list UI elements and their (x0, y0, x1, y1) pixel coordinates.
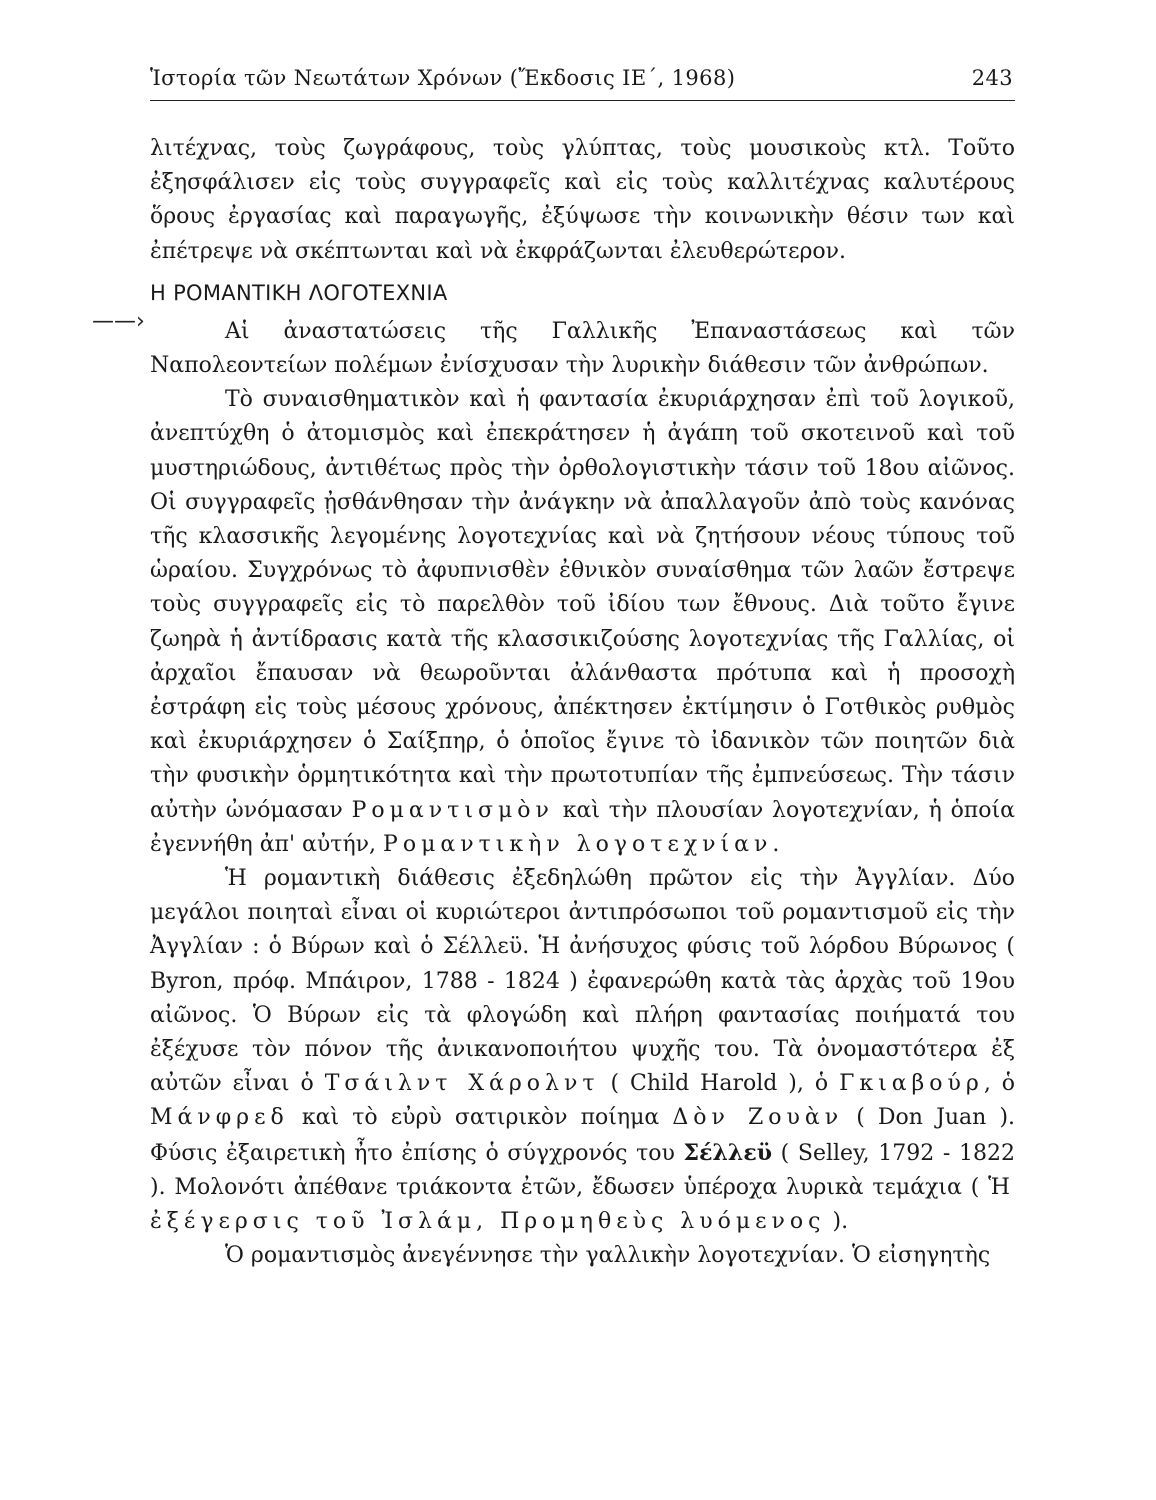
paragraph (150, 862, 1015, 1239)
paragraph-text: καὶ τὸ εὐρὺ σατιρικὸν ποίημα (301, 1105, 660, 1131)
body-text (150, 132, 1015, 1274)
bold-name: Σέλλεϋ (683, 1139, 772, 1166)
paragraph-text: , ὁ (983, 1071, 1016, 1097)
section-heading: Η ΡΟΜΑΝΤΙΚΗ ΛΟΓΟΤΕΧΝΙΑ (150, 280, 448, 305)
work-title: Τσάιλντ Χάρολντ (324, 1071, 600, 1097)
paragraph-text: καὶ τὴν πλουσίαν λογοτεχνίαν, ἡ ὁποία ἐγεννήθη ἀπ' αὐτήν, (150, 797, 1015, 857)
page-number: 243 (971, 66, 1013, 90)
paragraph-text: ( Selley, 1792 - 1822 ). Μολονότι ἀπέθανε τριάκοντα ἐτῶν, ἔδωσεν ὑπέροχα λυρικὰ τεμάχια ( (150, 1140, 1015, 1200)
margin-arrow-mark: ——› (92, 309, 145, 334)
header-title: Ἱστορία τῶν Νεωτάτων Χρόνων (Ἔκδοσις ΙΕ΄, 1968) (150, 66, 736, 90)
paragraph-text: ). (832, 1209, 849, 1235)
work-title: Δὸν Ζουὰν (672, 1105, 844, 1131)
spaced-term: Ρομαντικὴν λογοτεχνίαν. (383, 831, 785, 857)
work-title: Ἡ ἐξέγερσις τοῦ Ἰσλάμ, Προμηθεὺς λυόμενος (150, 1174, 1015, 1235)
paragraph-text: ( Don Juan ). Φύσις ἐξαιρετικὴ ἦτο ἐπίσης ὁ σύγχρονός του (150, 1105, 1016, 1166)
paragraph: Αἱ ἀναστατώσεις τῆς Γαλλικῆς Ἐπαναστάσεως καὶ τῶν Ναπολεοντείων πολέμων ἐνίσχυσαν τὴν λυρικὴν διάθεσιν τῶν ἀνθρώπων. (150, 318, 1015, 379)
running-header (150, 62, 1015, 101)
paragraph-continuation: λιτέχνας, τοὺς ζωγράφους, τοὺς γλύπτας, τοὺς μουσικοὺς κτλ. Τοῦτο ἐξησφάλισεν εἰς τοὺς συγγραφεῖς καὶ εἰς τοὺς καλλιτέχνας καλυτέρους ὅρους ἐργασίας καὶ παραγωγῆς, ἐξύψωσε τὴν κοινωνικὴν θέσιν των καὶ ἐπέτρεψε νὰ σκέπτωνται καὶ νὰ ἐκφράζωνται ἐλευθερώτερον. (150, 136, 1015, 264)
work-title: Γκιαβούρ (839, 1071, 984, 1097)
work-title: Μάνφρεδ (150, 1105, 289, 1131)
spaced-term: Ρομαντισμὸν (351, 797, 554, 823)
paragraph: Ὁ ρομαντισμὸς ἀνεγέννησε τὴν γαλλικὴν λογοτεχνίαν. Ὁ εἰσηγητὴς (225, 1243, 991, 1269)
paragraph-text: Τὸ συναισθηματικὸν καὶ ἡ φαντασία ἐκυριάρχησαν ἐπὶ τοῦ λογικοῦ, ἀνεπτύχθη ὁ ἀτομισμὸς καὶ ἐπεκράτησεν ἡ ἀγάπη τοῦ σκοτεινοῦ καὶ τοῦ μυστηριώδους, ἀντιθέτως πρὸς τὴν ὀρθολογιστικὴν τάσιν τοῦ 18ου αἰῶνος. Οἱ συγγραφεῖς ᾐσθάνθησαν τὴν ἀνάγκην νὰ ἀπαλλαγοῦν ἀπὸ τοὺς κανόνας τῆς κλασσικῆς λεγομένης λογοτεχνίας καὶ νὰ ζητήσουν νέους τύπους τοῦ ὡραίου. Συγχρόνως τὸ ἀφυπνισθὲν ἐθνικὸν συναίσθημα τῶν λαῶν ἔστρεψε τοὺς συγγραφεῖς εἰς τὸ παρελθὸν τοῦ ἰδίου των ἔθνους. Διὰ τοῦτο ἔγινε ζωηρὰ ἡ ἀντίδρασις κατὰ τῆς κλασσικιζούσης λογοτεχνίας τῆς Γαλλίας, οἱ ἀρχαῖοι ἔπαυσαν νὰ θεωροῦνται ἀλάνθαστα πρότυπα καὶ ἡ προσοχὴ ἐστράφη εἰς τοὺς μέσους χρόνους, ἀπέκτησεν ἐκτίμησιν ὁ Γοτθικὸς ρυθμὸς καὶ ἐκυριάρχησεν ὁ Σαίξπηρ, ὁ ὁποῖος ἔγινε τὸ ἰδανικὸν τῶν ποιητῶν διὰ τὴν φυσικὴν ὁρμητικότητα καὶ τὴν πρωτοτυπίαν τῆς ἐμπνεύσεως. Τὴν τάσιν αὐτὴν ὠνόμασαν (150, 387, 1015, 823)
paragraph (150, 383, 1015, 862)
paragraph-text: ( Child Harold ), ὁ (610, 1071, 829, 1097)
paragraph-text: Ἡ ρομαντικὴ διάθεσις ἐξεδηλώθη πρῶτον εἰς τὴν Ἀγγλίαν. Δύο μεγάλοι ποιηταὶ εἶναι οἱ κυριώτεροι ἀντιπρόσωποι τοῦ ρομαντισμοῦ εἰς τὴν Ἀγγλίαν : ὁ Βύρων καὶ ὁ Σέλλεϋ. Ἡ ἀνήσυχος φύσις τοῦ λόρδου Βύρωνος ( Byron, πρόφ. Μπάιρον, 1788 - 1824 ) ἐφανερώθη κατὰ τὰς ἀρχὰς τοῦ 19ου αἰῶνος. Ὁ Βύρων εἰς τὰ φλογώδη καὶ πλήρη φαντασίας ποιήματά του ἐξέχυσε τὸν πόνον τῆς ἀνικανοποιήτου ψυχῆς του. Τὰ ὀνομαστότερα ἐξ αὐτῶν εἶναι ὁ (150, 866, 1015, 1097)
